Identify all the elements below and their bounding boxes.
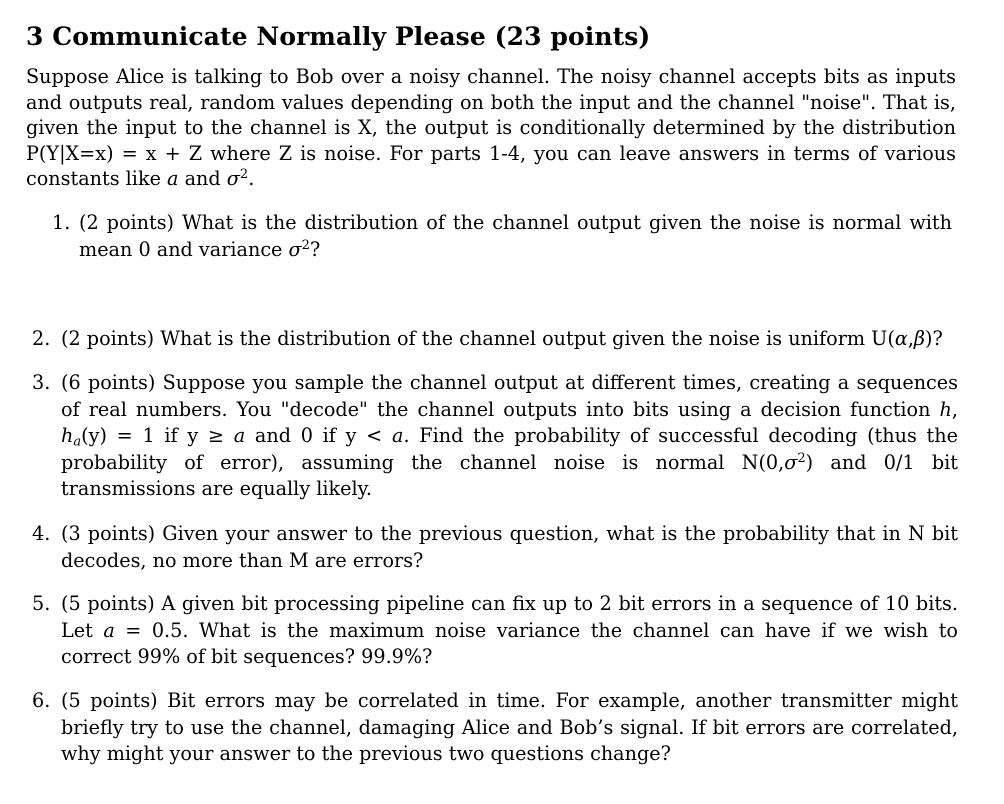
question-3 [32, 370, 958, 503]
intro-text: Suppose Alice is talking to Bob over a noisy channel. The noisy channel accepts bits as inputs and outputs real, random values depending on both the input and the channel "noise". That is, given the input to the channel is X, the output is conditionally determined by the distribution P(Y|X=x) = x + Z where Z is noise. For parts 1-4, you can leave answers in terms of various constants like [26, 65, 956, 191]
question-1-text: What is the distribution of the channel output given the noise is normal with mean 0 and variance [79, 211, 952, 261]
question-3-text: Suppose you sample the channel output at different times, creating a sequences of real numbers. You "decode" the channel outputs into bits using a decision function [61, 371, 958, 421]
question-2-var-beta: β [913, 327, 926, 350]
question-2-end: )? [925, 327, 943, 350]
intro-var-a: a [167, 167, 179, 191]
question-3-var-a-1: a [233, 424, 246, 447]
question-6-points: (5 points) [61, 689, 158, 712]
section-title: 3 Communicate Normally Please (23 points) [26, 22, 651, 51]
question-1-qmark: ? [309, 237, 321, 261]
question-3-task: . Find the probability of successful decoding (thus the probability of error), assuming the channel noise is normal N(0, [61, 424, 958, 474]
question-1-sigma-exponent: 2 [301, 237, 310, 253]
question-4-text: Given your answer to the previous question, what is the probability that in N bit decodes, no more than M are errors? [61, 522, 958, 572]
question-6 [32, 688, 958, 768]
intro-var-sigma: σ [226, 167, 240, 191]
question-3-var-h-a: h [61, 424, 74, 447]
question-3-rule-2: and 0 if y < [245, 424, 392, 447]
question-1-number: 1. [52, 211, 71, 234]
question-4-points: (3 points) [61, 522, 156, 545]
question-4-number: 4. [32, 522, 51, 545]
intro-and: and [178, 167, 227, 191]
question-6-number: 6. [32, 689, 51, 712]
question-2 [32, 326, 972, 353]
question-3-number: 3. [32, 371, 51, 394]
question-2-var-alpha: α [894, 327, 908, 350]
question-5-text-2: = 0.5. What is the maximum noise variance the channel can have if we wish to correct 99% of bit sequences? 99.9%? [61, 618, 958, 668]
question-1-points: (2 points) [79, 211, 175, 234]
question-3-var-h: h [939, 397, 952, 421]
question-1 [52, 210, 952, 263]
question-4 [32, 521, 958, 574]
question-3-end: ) and 0/1 bit transmissions are equally likely. [61, 450, 958, 500]
question-3-rule: (y) = 1 if y ≥ [81, 424, 234, 447]
question-2-text: What is the distribution of the channel output given the noise is uniform U( [154, 327, 895, 350]
intro-paragraph [26, 64, 956, 192]
question-3-var-sigma: σ [784, 450, 798, 474]
question-3-sigma-exponent: 2 [797, 450, 806, 466]
question-3-points: (6 points) [61, 371, 156, 394]
question-5-number: 5. [32, 592, 51, 615]
question-3-subscript-a: a [73, 434, 82, 450]
question-5-text: A given bit processing pipeline can fix up to 2 bit errors in a sequence of 10 bits. Let [61, 592, 958, 642]
question-3-var-a-2: a [391, 424, 404, 447]
intro-period: . [248, 167, 255, 191]
intro-sigma-exponent: 2 [239, 167, 249, 183]
question-2-comma: , [907, 327, 914, 350]
question-1-var-sigma: σ [288, 237, 302, 261]
question-3-sep: , [951, 397, 958, 421]
question-5-points: (5 points) [61, 592, 155, 615]
question-2-number: 2. [32, 327, 51, 350]
question-6-text: Bit errors may be correlated in time. For example, another transmitter might briefly try to use the channel, damaging Alice and Bob’s signal. If bit errors are correlated, why might your answer to the previous two questions change? [61, 689, 958, 765]
question-2-points: (2 points) [61, 327, 155, 350]
question-5 [32, 591, 958, 671]
question-5-var-a: a [103, 618, 115, 642]
